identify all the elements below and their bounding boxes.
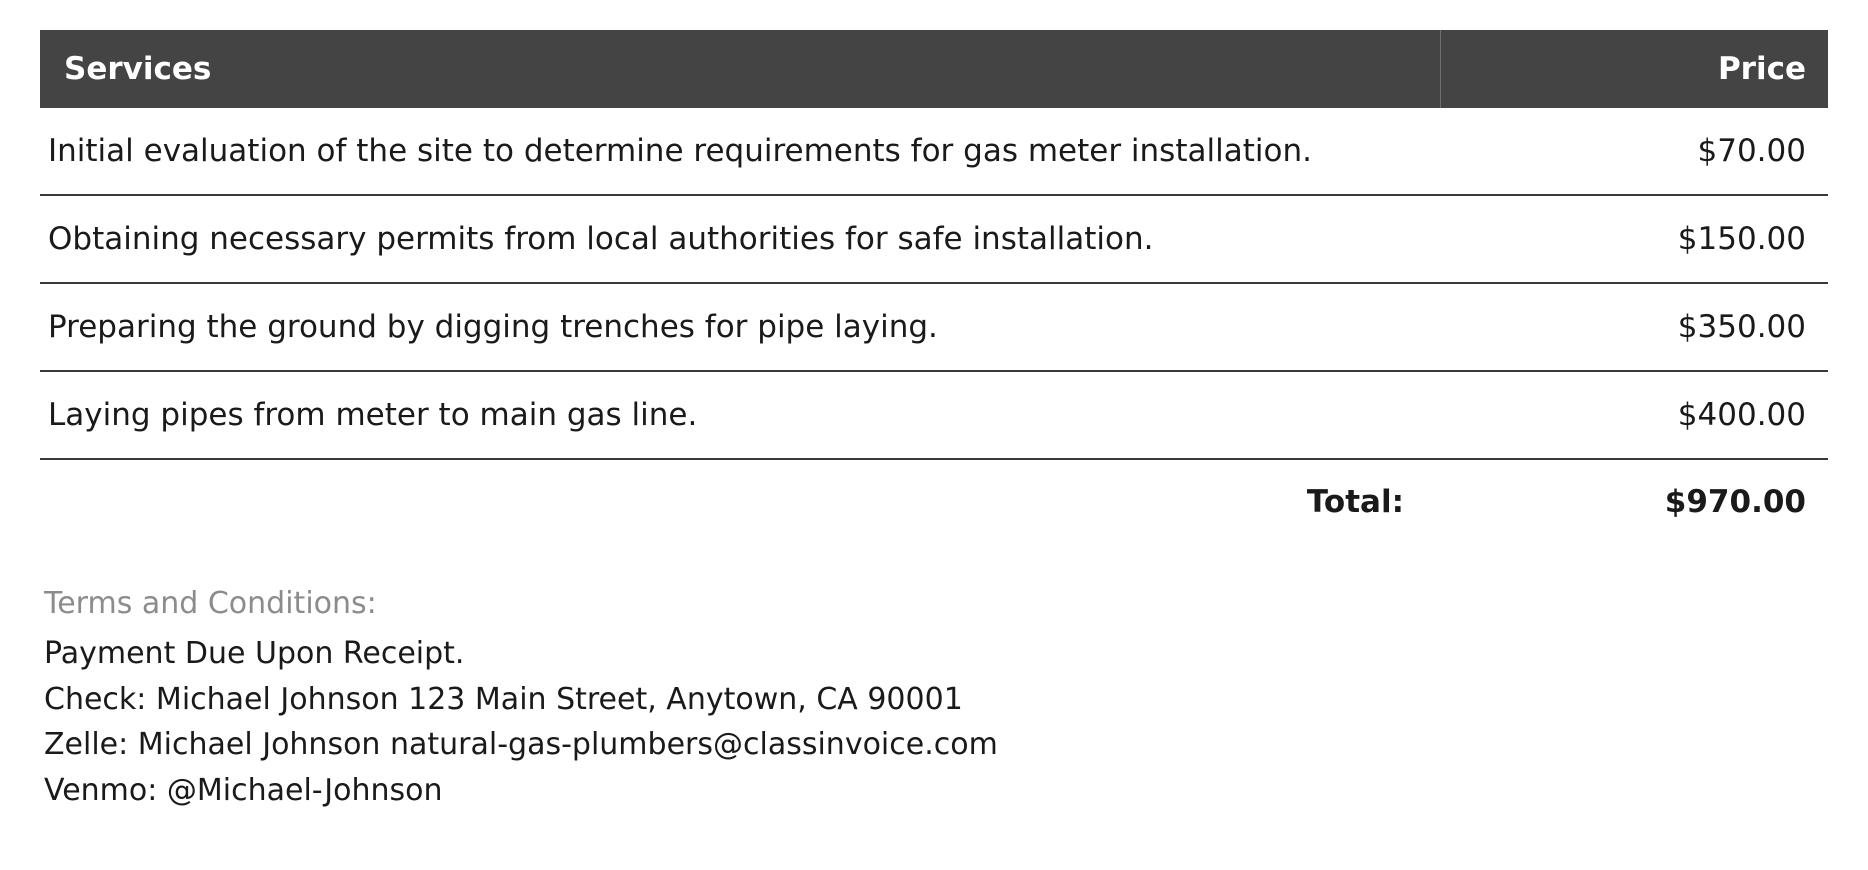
table-row (40, 371, 1828, 459)
terms-line-payment: Payment Due Upon Receipt. (44, 636, 465, 671)
terms-line-venmo: Venmo: @Michael-Johnson (44, 772, 443, 808)
terms-title: Terms and Conditions: (44, 586, 377, 621)
table-row (40, 108, 1828, 195)
service-price: $350.00 (1440, 283, 1828, 371)
column-header-price: Price (1717, 51, 1806, 87)
total-row (40, 459, 1828, 544)
table-row (40, 195, 1828, 283)
total-label: Total: (1306, 484, 1404, 520)
service-description: Laying pipes from meter to main gas line. (40, 371, 1440, 459)
service-price: $70.00 (1440, 108, 1828, 195)
table-header-row (40, 30, 1828, 108)
service-description: Initial evaluation of the site to determine requirements for gas meter installation. (40, 108, 1440, 195)
service-price: $150.00 (1440, 195, 1828, 283)
terms-line-zelle: Zelle: Michael Johnson natural-gas-plumbers@classinvoice.com (44, 727, 998, 763)
terms-line-check: Check: Michael Johnson 123 Main Street, Anytown, CA 90001 (44, 681, 963, 717)
column-header-services: Services (40, 30, 1440, 108)
table-row (40, 283, 1828, 371)
table-header (40, 30, 1828, 108)
service-description: Preparing the ground by digging trenches for pipe laying. (40, 283, 1440, 371)
table-body (40, 108, 1828, 544)
service-price: $400.00 (1440, 371, 1828, 459)
total-value: $970.00 (1664, 484, 1806, 520)
terms-and-conditions (40, 586, 1828, 813)
services-table (40, 30, 1828, 544)
service-description: Obtaining necessary permits from local authorities for safe installation. (40, 195, 1440, 283)
